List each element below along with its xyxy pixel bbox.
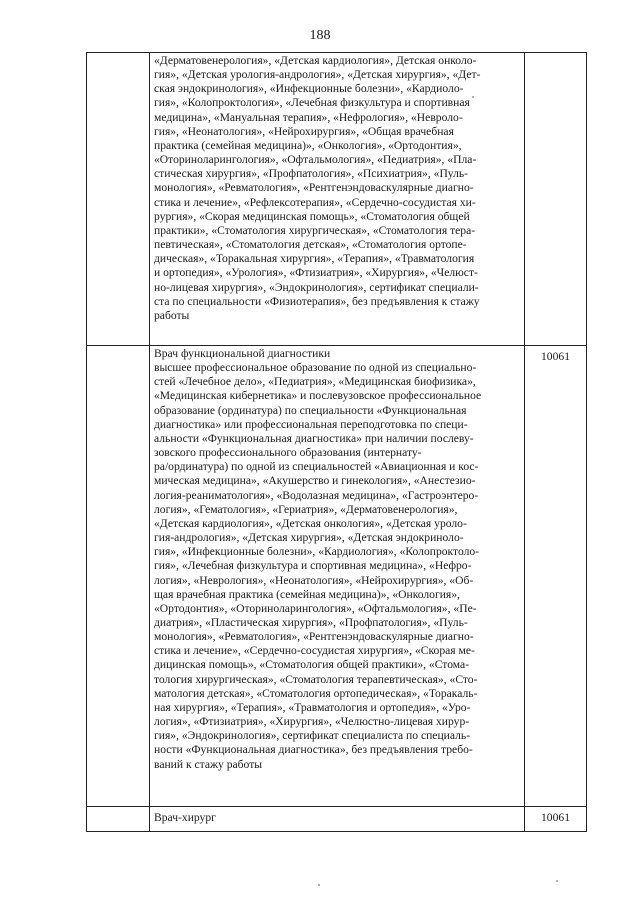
text-line: логия», «Гематология», «Гериатрия», «Дерматовенерология», <box>154 502 458 516</box>
row-index-cell <box>87 53 150 346</box>
text-line: гия», «Эндокринология», сертификат специалиста по специаль- <box>154 729 471 743</box>
text-line: ра/ординатура) по одной из специальностей «Авиационная и кос- <box>154 460 479 474</box>
text-line: монология», «Ревматология», «Рентгенэндоваскулярные диагно- <box>154 630 474 644</box>
text-line: гия», «Лечебная физкультура и спортивная медицина», «Нефро- <box>154 559 472 573</box>
text-line: «Детская кардиология», «Детская онкология», «Детская уроло- <box>154 516 467 530</box>
text-line: гия», «Инфекционные болезни», «Кардиология», «Колопроктоло- <box>154 545 480 559</box>
position-code: 10061 <box>541 350 570 363</box>
text-line: гия», «Колопроктология», «Лечебная физкультура и спортивная <box>154 96 470 110</box>
text-line: ности «Функциональная диагностика», без предъявления требо- <box>154 743 473 757</box>
text-line: рургия», «Скорая медицинская помощь», «Стоматология общей <box>154 209 470 223</box>
text-line: логия», «Фтизиатрия», «Хирургия», «Челюстно-лицевая хирур- <box>154 715 470 729</box>
text-line: ская эндокринология», «Инфекционные болезни», «Кардиоло- <box>154 82 464 96</box>
requirements-text <box>150 346 524 774</box>
text-line: певтическая», «Стоматология детская», «Стоматология ортопе- <box>154 238 467 252</box>
text-line: мическая медицина», «Акушерство и гинекология», «Анестезио- <box>154 474 476 488</box>
text-line: стика и лечение», «Сердечно-сосудистая хирургия», «Скорая ме- <box>154 644 475 658</box>
text-line: стей «Лечебное дело», «Педиатрия», «Медицинская биофизика», <box>154 375 476 389</box>
text-line: «Оториноларингология», «Офтальмология», «Педиатрия», «Пла- <box>154 153 477 167</box>
text-line: диатрия», «Пластическая хирургия», «Профпатология», «Пуль- <box>154 615 468 629</box>
text-line: гия», «Неонатология», «Нейрохирургия», «Общая врачебная <box>154 124 454 138</box>
text-line: работы <box>154 308 190 322</box>
text-line: диагностика» или профессиональная переподготовка по специ- <box>154 417 468 431</box>
table-row <box>87 807 587 832</box>
text-line: образование (ординатура) по специальности «Функциональная <box>154 403 467 417</box>
text-line: ная хирургия», «Терапия», «Травматология и ортопедия», «Уро- <box>154 700 471 714</box>
requirements-cell <box>150 346 525 807</box>
text-line: высшее профессиональное образование по одной из специально- <box>154 361 477 375</box>
text-line: тология хирургическая», «Стоматология терапевтическая», «Сто- <box>154 672 478 686</box>
code-cell <box>525 346 587 807</box>
text-line: «Ортодонтия», «Оториноларингология», «Офтальмология», «Пе- <box>154 601 477 615</box>
text-line: гия-андрология», «Детская хирургия», «Детская эндокриноло- <box>154 531 464 545</box>
text-line: альности «Функциональная диагностика» при наличии послеву- <box>154 431 474 445</box>
page-number: 188 <box>309 28 331 43</box>
text-line: «Дерматовенерология», «Детская кардиология», Детская онколо- <box>154 54 477 67</box>
position-code: 10061 <box>541 811 570 824</box>
requirements-cell <box>150 807 525 832</box>
table-row <box>87 346 587 807</box>
text-line: но-лицевая хирургия», «Эндокринология», сертификат специали- <box>154 280 479 294</box>
row-index-cell <box>87 807 150 832</box>
text-line: стика и лечение», «Рефлексотерапия», «Сердечно-сосудистая хи- <box>154 195 476 209</box>
text-line: и ортопедия», «Урология», «Фтизиатрия», «Хирургия», «Челюст- <box>154 266 478 280</box>
row-index-cell <box>87 346 150 807</box>
text-line: стическая хирургия», «Профпатология», «Психиатрия», «Пуль- <box>154 167 469 181</box>
text-line: ваний к стажу работы <box>154 757 263 771</box>
text-line: дическая», «Торакальная хирургия», «Терапия», «Травматология <box>154 252 475 266</box>
text-line: зовского профессионального образования (интернату- <box>154 446 422 460</box>
position-title: Врач-хирург <box>154 811 216 824</box>
text-line: практики», «Стоматология хирургическая», «Стоматология тера- <box>154 223 476 237</box>
requirements-text <box>150 53 524 325</box>
qualification-table <box>86 52 587 832</box>
text-line: практика (семейная медицина)», «Онкология», «Ортодонтия», <box>154 138 462 152</box>
text-line: дицинская помощь», «Стоматология общей практики», «Стома- <box>154 658 470 672</box>
text-line: матология детская», «Стоматология ортопедическая», «Торакаль- <box>154 686 478 700</box>
text-line: медицина», «Мануальная терапия», «Нефрология», «Невроло- <box>154 110 463 124</box>
code-cell <box>525 807 587 832</box>
text-line: щая врачебная практика (семейная медицина)», «Онкология», <box>154 587 460 601</box>
text-line: логия-реаниматология», «Водолазная медицина», «Гастроэнтеро- <box>154 488 479 502</box>
text-line: гия», «Детская урология-андрология», «Детская хирургия», «Дет- <box>154 68 481 82</box>
position-title: Врач функциональной диагностики <box>154 347 331 360</box>
text-line: логия», «Неврология», «Неонатология», «Нейрохирургия», «Об- <box>154 573 474 587</box>
table-row <box>87 53 587 346</box>
text-line: монология», «Ревматология», «Рентгенэндоваскулярные диагно- <box>154 181 474 195</box>
text-line: «Медицинская кибернетика» и послевузовское профессиональное <box>154 389 482 403</box>
text-line: ста по специальности «Физиотерапия», без предъявления к стажу <box>154 294 480 308</box>
code-cell <box>525 53 587 346</box>
requirements-cell <box>150 53 525 346</box>
